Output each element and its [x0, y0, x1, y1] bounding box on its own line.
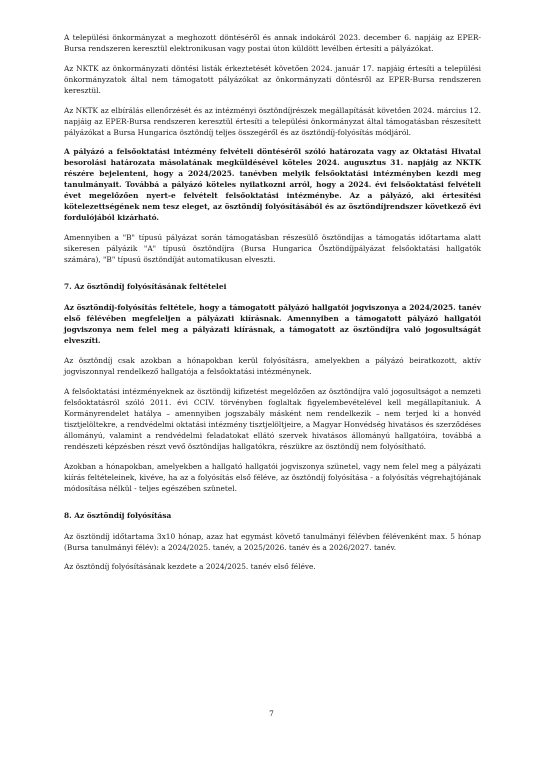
- intro-paragraphs: [64, 32, 481, 265]
- paragraph-eligibility-law: A felsőoktatási intézményeknek az ösztöndíj kifizetést megelőzően az ösztöndíjra való jogosultságot a nemzeti felsőoktatásról szóló 2011. évi CCIV. törvényben foglaltak figyelembevételével kell megállapítaniuk. A Kormányrendelet hatálya – amennyiben jogszabály másként nem rendelkezik – nem terjed ki a honvéd tisztjelöltekre, a rendvédelmi oktatási intézmény tisztjelöltjeire, a Magyar Honvédség hivatásos és szerződéses állományú, valamint a rendvédelmi feladatokat ellátó szervek hivatásos állományú hallgatóira, továbbá a rendészeti képzésben részt vevő ösztöndíjas hallgatókra, részükre az ösztöndíj nem folyósítható.: [64, 386, 481, 451]
- paragraph-start: Az ösztöndíj folyósításának kezdete a 2024/2025. tanév első féléve.: [64, 562, 316, 572]
- section-7-heading: 7. Az ösztöndíj folyósításának feltételei: [64, 282, 227, 292]
- page-number: 7: [269, 709, 274, 718]
- section-8-heading: 8. Az ösztöndíj folyósítása: [64, 510, 172, 520]
- paragraph-suspension: Azokban a hónapokban, amelyekben a hallgató hallgatói jogviszonya szünetel, vagy nem felel meg a pályázati kiírás feltételeinek, kivéve, ha az a folyósítás első féléve, az ösztöndíj folyósítása - a folyósítás végrehajtójának módosítása nélkül - teljes egészében szünetel.: [64, 461, 481, 493]
- paragraph-disbursement-condition: Az ösztöndíj-folyósítás feltétele, hogy a támogatott pályázó hallgatói jogviszonya a 2024/2025. tanév első félévében megfeleljen a pályázati kiírásnak. Amennyiben a támogatott pályázó hallgatói jogviszonya nem felel meg a pályázati kiírásnak, a támogatott az ösztöndíjra való jogosultságát elveszíti.: [64, 303, 481, 346]
- paragraph-nktk-supported: Az NKTK az elbírálás ellenőrzését és az intézményi ösztöndíjrészek megállapítását követően 2024. március 12. napjáig az EPER-Bursa rendszeren keresztül értesíti a települési önkormányzat által támogatásban részesített pályázókat a Bursa Hungarica ösztöndíj teljes összegéről és az ösztöndíj-folyósítás módjáról.: [64, 105, 481, 137]
- section-7-body: [64, 302, 481, 493]
- paragraph-duration: Az ösztöndíj időtartama 3x10 hónap, azaz hat egymást követő tanulmányi félévben félévenként max. 5 hónap (Bursa tanulmányi félév): a 2024/2025. tanév, a 2025/2026. tanév és a 2026/2027. tanév.: [64, 531, 481, 552]
- paragraph-applicant-obligation: A pályázó a felsőoktatási intézmény felvételi döntéséről szóló határozata vagy az Oktatási Hivatal besorolási határozata másolatának megküldésével köteles 2024. augusztus 31. napjáig az NKTK részére bejelenteni, hogy a 2024/2025. tanévben melyik felsőoktatási intézményben kezdi meg tanulmányait. Továbbá a pályázó köteles nyilatkozni arról, hogy a 2024. évi felsőoktatási felvételi évet megelőzően nyert-e felvételt felsőoktatási intézménybe. Az a pályázó, aki értesítési kötelezettségének nem tesz eleget, az ösztöndíj folyósításából és az ösztöndíjrendszer következő évi fordulójából kizárható.: [64, 147, 481, 223]
- paragraph-nktk-not-supported: Az NKTK az önkormányzati döntési listák érkeztetését követően 2024. január 17. napjáig értesíti a települési önkormányzatok által nem támogatott pályázókat az önkormányzati döntésről az EPER-Bursa rendszeren keresztül.: [64, 63, 481, 95]
- paragraph-municipal-decision: A települési önkormányzat a meghozott döntéséről és annak indokáról 2023. december 6. napjáig az EPER-Bursa rendszeren keresztül elektronikusan vagy postai úton küldött levélben értesíti a pályázókat.: [64, 33, 481, 53]
- section-8-body: [64, 531, 481, 573]
- paragraph-active-months: Az ösztöndíj csak azokban a hónapokban kerül folyósításra, amelyekben a pályázó beiratkozott, aktív jogviszonnyal rendelkező hallgatója a felsőoktatási intézménynek.: [64, 355, 481, 376]
- paragraph-type-b-loss: Amennyiben a "B" típusú pályázat során támogatásban részesülő ösztöndíjas a támogatás időtartama alatt sikeresen pályázik "A" típusú ösztöndíjra (Bursa Hungarica Ösztöndíjpályázat felsőoktatási hallgatók számára), "B" típusú ösztöndíját automatikusan elveszti.: [64, 233, 481, 265]
